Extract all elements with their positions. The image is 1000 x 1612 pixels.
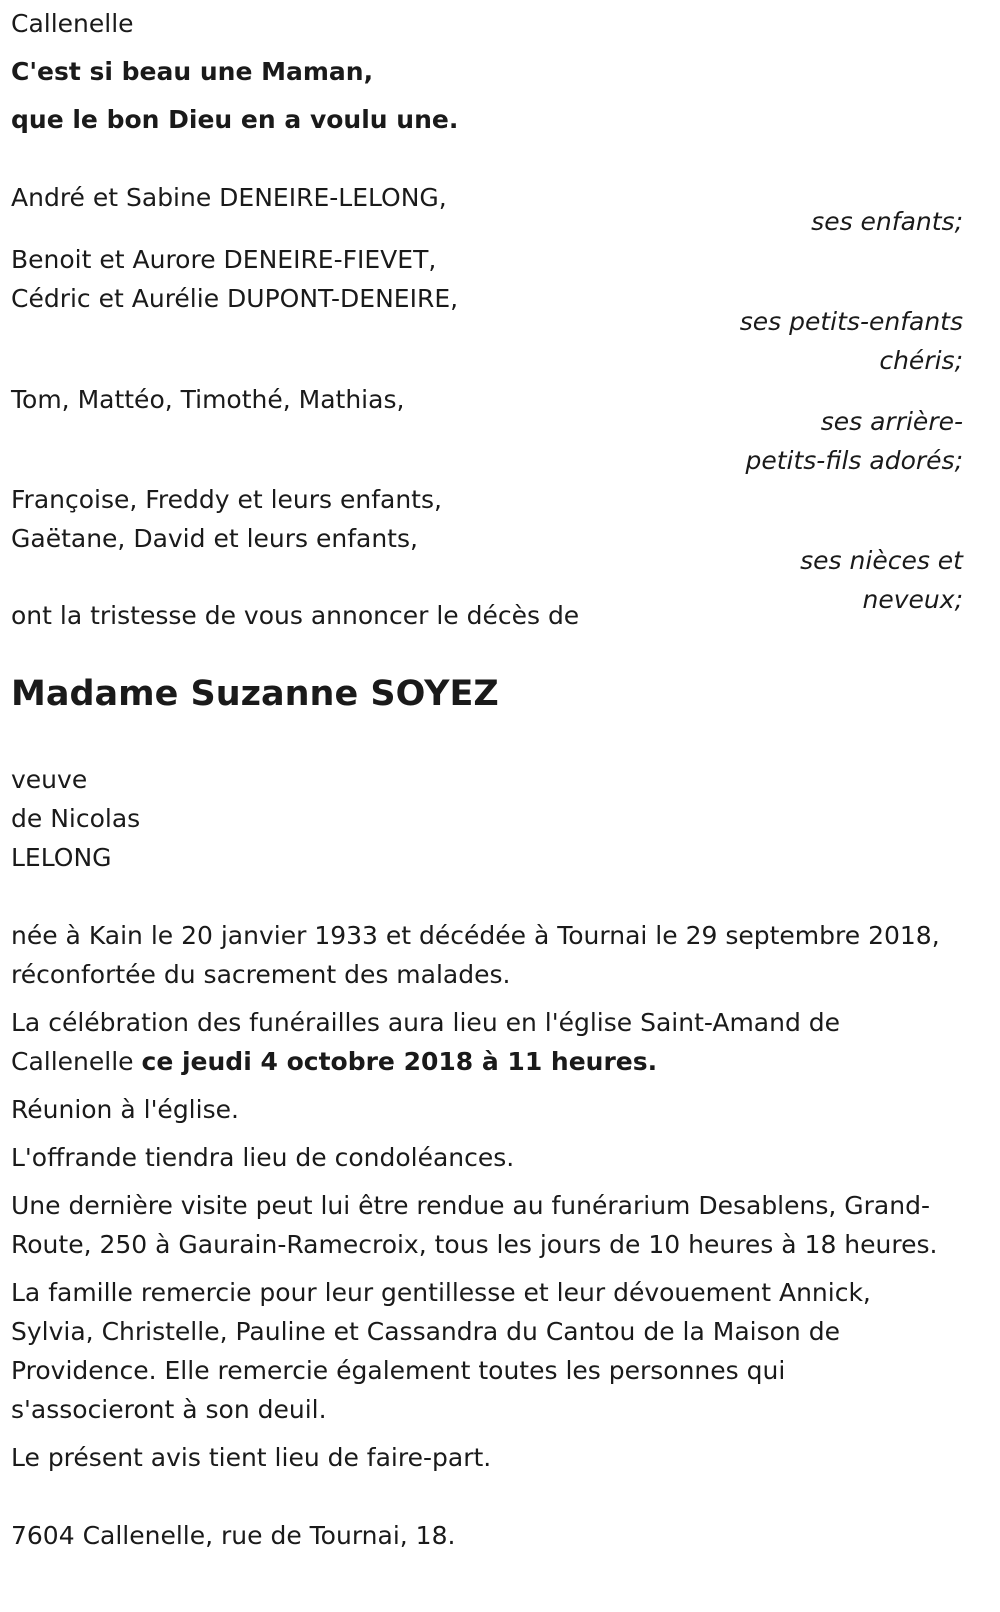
children-names: André et Sabine DENEIRE-LELONG,	[11, 183, 447, 212]
nieces-nephews-name-1: Françoise, Freddy et leurs enfants,	[11, 485, 442, 514]
meeting-text: Réunion à l'église.	[11, 1095, 239, 1124]
thanks-line-3: Providence. Elle remercie également toutes les personnes qui	[11, 1356, 786, 1385]
birth-death-line-1: née à Kain le 20 janvier 1933 et décédée à Tournai le 29 septembre 2018,	[11, 921, 940, 950]
widow-of-line-1: veuve	[11, 765, 88, 794]
nieces-nephews-relation-line-2: neveux;	[862, 585, 963, 614]
nieces-nephews-relation-line-1: ses nièces et	[800, 546, 963, 575]
grandchildren-name-1: Benoit et Aurore DENEIRE-FIEVET,	[11, 245, 437, 274]
announcement-text: ont la tristesse de vous annoncer le décès de	[11, 601, 580, 630]
thanks-line-1: La famille remercie pour leur gentillesse et leur dévouement Annick,	[11, 1278, 871, 1307]
thanks-line-2: Sylvia, Christelle, Pauline et Cassandra du Cantou de la Maison de	[11, 1317, 840, 1346]
visit-line-2: Route, 250 à Gaurain-Ramecroix, tous les jours de 10 heures à 18 heures.	[11, 1230, 938, 1259]
grandchildren-relation-line-2: chéris;	[879, 346, 963, 375]
place-header: Callenelle	[11, 9, 134, 38]
great-grandchildren-relation-line-1: ses arrière-	[820, 407, 963, 436]
deceased-name: Madame Suzanne SOYEZ	[11, 674, 499, 714]
grandchildren-name-2: Cédric et Aurélie DUPONT-DENEIRE,	[11, 284, 459, 313]
funeral-line-1: La célébration des funérailles aura lieu en l'église Saint-Amand de	[11, 1008, 841, 1037]
visit-line-1: Une dernière visite peut lui être rendue au funérarium Desablens, Grand-	[11, 1191, 930, 1220]
widow-of-line-2: de Nicolas	[11, 804, 141, 833]
children-relation: ses enfants;	[811, 207, 963, 236]
grandchildren-relation-line-1: ses petits-enfants	[739, 307, 963, 336]
offering-text: L'offrande tiendra lieu de condoléances.	[11, 1143, 515, 1172]
poem-line-2: que le bon Dieu en a voulu une.	[11, 105, 459, 134]
widow-of-line-3: LELONG	[11, 843, 112, 872]
poem-line-1: C'est si beau une Maman,	[11, 57, 374, 86]
funeral-datetime: ce jeudi 4 octobre 2018 à 11 heures.	[141, 1047, 658, 1076]
address-text: 7604 Callenelle, rue de Tournai, 18.	[11, 1521, 456, 1550]
funeral-line-2	[11, 1042, 657, 1082]
great-grandchildren-names: Tom, Mattéo, Timothé, Mathias,	[11, 385, 405, 414]
thanks-line-4: s'associeront à son deuil.	[11, 1395, 327, 1424]
nieces-nephews-name-2: Gaëtane, David et leurs enfants,	[11, 524, 418, 553]
great-grandchildren-relation-line-2: petits-fils adorés;	[745, 446, 963, 475]
notice-text: Le présent avis tient lieu de faire-part.	[11, 1443, 492, 1472]
funeral-place: Callenelle	[11, 1047, 142, 1076]
birth-death-line-2: réconfortée du sacrement des malades.	[11, 960, 511, 989]
